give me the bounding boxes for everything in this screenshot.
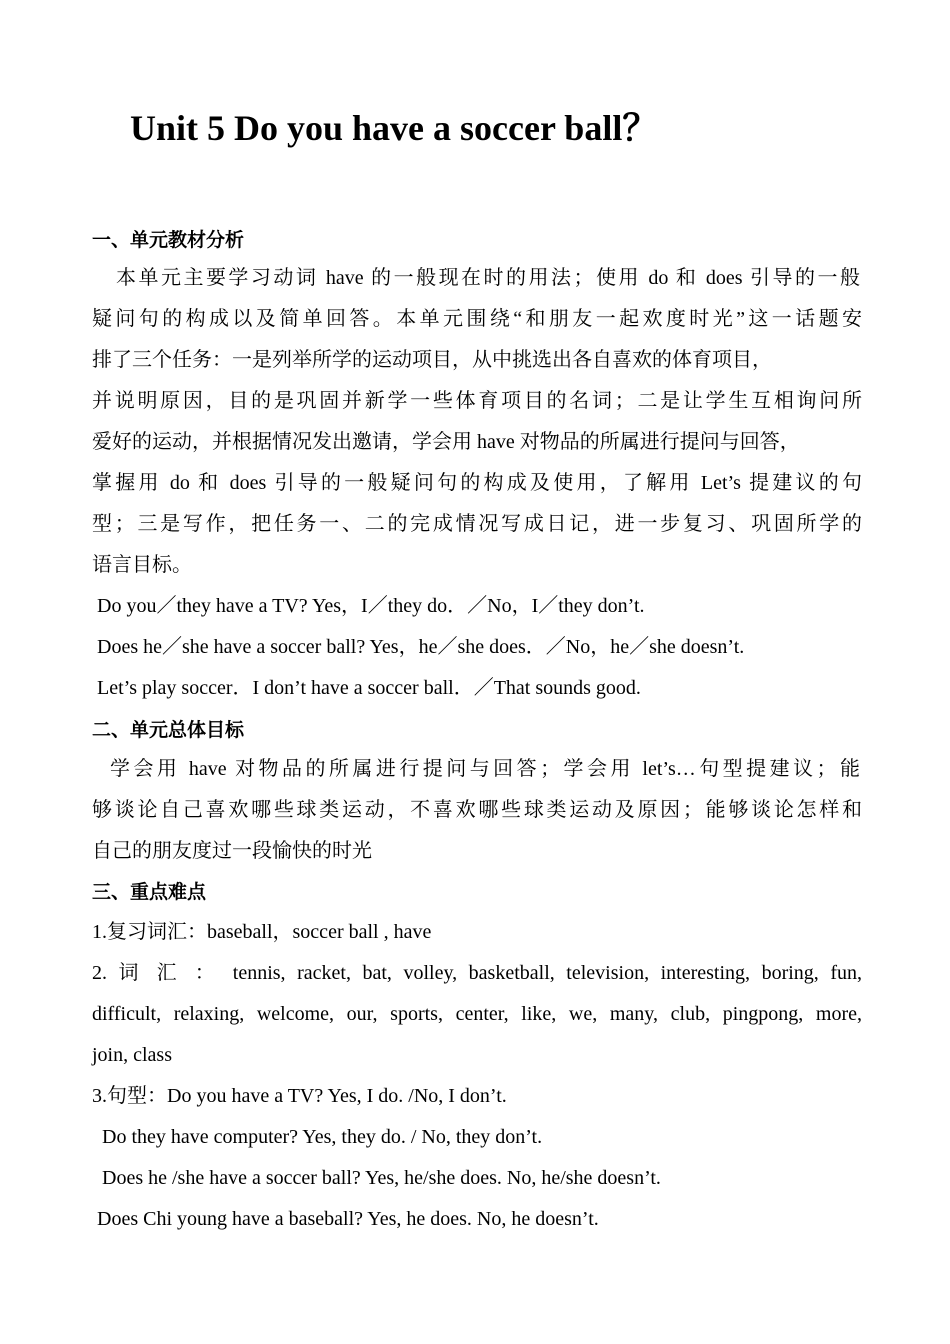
paragraph-line: 型；三是写作，把任务一、二的完成情况写成日记，进一步复习、巩固所学的 bbox=[92, 513, 862, 535]
example-sentence: Does Chi young have a baseball? Yes, he does. No, he doesn’t. bbox=[97, 1208, 599, 1230]
example-sentence: Let’s play soccer．I don’t have a soccer ball．／That sounds good. bbox=[97, 677, 641, 699]
list-item: 3.句型：Do you have a TV? Yes, I do. /No, I don’t. bbox=[92, 1085, 507, 1107]
paragraph-line: 学会用 have 对物品的所属进行提问与回答；学会用 let’s…句型提建议；能 bbox=[110, 758, 860, 780]
paragraph-line: 并说明原因，目的是巩固并新学一些体育项目的名词；二是让学生互相询问所 bbox=[92, 390, 862, 412]
example-sentence: Do you／they have a TV? Yes，I／they do．／No，I／they don’t. bbox=[97, 595, 645, 617]
example-sentence: Does he／she have a soccer ball? Yes，he／she does．／No，he／she doesn’t. bbox=[97, 636, 745, 658]
page-title: Unit 5 Do you have a soccer ball？ bbox=[130, 108, 659, 148]
paragraph-line: 排了三个任务：一是列举所学的运动项目，从中挑选出各自喜欢的体育项目， bbox=[92, 349, 772, 371]
paragraph-line: 本单元主要学习动词 have 的一般现在时的用法；使用 do 和 does 引导的一般 bbox=[116, 267, 860, 289]
list-item: 2. 词 汇 ： tennis, racket, bat, volley, basketball, television, interesting, boring, fun, bbox=[92, 962, 862, 984]
paragraph-line: 语言目标。 bbox=[92, 554, 192, 576]
list-item-continuation: join, class bbox=[92, 1044, 172, 1066]
list-item-continuation: difficult, relaxing, welcome, our, sports, center, like, we, many, club, pingpong, more, bbox=[92, 1003, 862, 1025]
paragraph-line: 自己的朋友度过一段愉快的时光 bbox=[92, 840, 372, 862]
paragraph-line: 够谈论自己喜欢哪些球类运动，不喜欢哪些球类运动及原因；能够谈论怎样和 bbox=[92, 799, 862, 821]
paragraph-line: 疑问句的构成以及简单回答。本单元围绕“和朋友一起欢度时光”这一话题安 bbox=[92, 308, 862, 330]
paragraph-line: 掌握用 do 和 does 引导的一般疑问句的构成及使用，了解用 Let’s 提建议的句 bbox=[92, 472, 862, 494]
list-item: 1.复习词汇：baseball，soccer ball , have bbox=[92, 921, 432, 943]
section-heading-analysis: 一、单元教材分析 bbox=[92, 229, 245, 251]
paragraph-line: 爱好的运动，并根据情况发出邀请，学会用 have 对物品的所属进行提问与回答， bbox=[92, 431, 800, 453]
example-sentence: Does he /she have a soccer ball? Yes, he/she does. No, he/she doesn’t. bbox=[102, 1167, 661, 1189]
section-heading-goals: 二、单元总体目标 bbox=[92, 719, 245, 741]
section-heading-key-points: 三、重点难点 bbox=[92, 881, 207, 903]
example-sentence: Do they have computer? Yes, they do. / No, they don’t. bbox=[102, 1126, 543, 1148]
